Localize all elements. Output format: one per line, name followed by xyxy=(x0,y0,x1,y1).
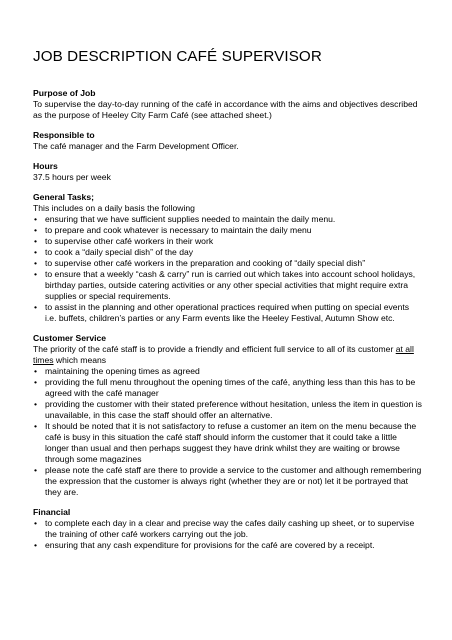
list-item: • to complete each day in a clear and precise way the cafes daily cashing up sheet, or to supervise the training of other café workers carrying out the job. xyxy=(34,518,415,539)
customer-service-heading: Customer Service xyxy=(33,333,107,343)
financial-section xyxy=(33,507,422,551)
list-item: • providing the full menu throughout the opening times of the café, anything less than this has to be agreed with the café manager xyxy=(34,377,416,398)
list-item: • ensuring that we have sufficient supplies needed to maintain the daily menu. xyxy=(34,214,336,224)
list-item: • please note the café staff are there to provide a service to the customer and although remembering the expression that the customer is always right (whether they are or not) let it be portrayed that they are. xyxy=(34,465,422,497)
list-item: • providing the customer with their stated preference without hesitation, unless the item in question is unavailable, in this case the staff should offer an alternative. xyxy=(34,399,422,420)
bullet-icon: • xyxy=(34,302,38,312)
general-tasks-list xyxy=(33,214,422,324)
responsible-heading: Responsible to xyxy=(33,130,95,140)
general-tasks-intro: This includes on a daily basis the following xyxy=(33,203,195,213)
list-item: • to cook a “daily special dish” of the day xyxy=(34,247,194,257)
bullet-icon: • xyxy=(34,421,38,431)
bullet-icon: • xyxy=(34,225,38,235)
bullet-icon: • xyxy=(34,377,38,387)
list-item: • maintaining the opening times as agreed xyxy=(34,366,200,376)
list-item: • to prepare and cook whatever is necessary to maintain the daily menu xyxy=(34,225,312,235)
purpose-text: To supervise the day-to-day running of the café in accordance with the aims and objectives described as the purpose of Heeley City Farm Café (see attached sheet.) xyxy=(33,99,418,120)
list-item: • It should be noted that it is not satisfactory to refuse a customer an item on the menu because the café is busy in this situation the café staff should inform the customer that it could take a little longer than usual and then perhaps suggest they have drink whilst they are waiting or browse through some magazines xyxy=(34,421,417,464)
bullet-icon: • xyxy=(34,269,38,279)
list-item: • to assist in the planning and other operational practices required when putting on special events i.e. buffets, children’s parties or any Farm events like the Heeley Festival, Autumn Show etc. xyxy=(34,302,410,323)
financial-list xyxy=(33,518,422,551)
bullet-icon: • xyxy=(34,214,38,224)
general-tasks-heading: General Tasks; xyxy=(33,192,94,202)
bullet-icon: • xyxy=(34,236,38,246)
list-item: • to ensure that a weekly “cash & carry” run is carried out which takes into account school holidays, birthday parties, outside catering activities or any other special activities that might require extra supplies or special requirements. xyxy=(34,269,416,301)
bullet-icon: • xyxy=(34,465,38,475)
hours-text: 37.5 hours per week xyxy=(33,172,111,182)
bullet-icon: • xyxy=(34,399,38,409)
purpose-heading: Purpose of Job xyxy=(33,88,96,98)
list-item: • to supervise other café workers in their work xyxy=(34,236,214,246)
financial-heading: Financial xyxy=(33,507,71,517)
list-item: • to supervise other café workers in the preparation and cooking of “daily special dish” xyxy=(34,258,366,268)
customer-service-intro: The priority of the café staff is to provide a friendly and efficient full service to all of its customer at all times which means xyxy=(33,344,414,365)
bullet-icon: • xyxy=(34,518,38,528)
bullet-icon: • xyxy=(34,258,38,268)
responsible-text: The café manager and the Farm Development Officer. xyxy=(33,141,239,151)
document-title: JOB DESCRIPTION CAFÉ SUPERVISOR xyxy=(33,48,322,65)
bullet-icon: • xyxy=(34,247,38,257)
responsible-section xyxy=(33,130,422,152)
bullet-icon: • xyxy=(34,366,38,376)
hours-section xyxy=(33,161,422,183)
customer-service-section xyxy=(33,333,422,498)
customer-service-list xyxy=(33,366,422,498)
list-item: • ensuring that any cash expenditure for provisions for the café are covered by a receipt. xyxy=(34,540,375,550)
hours-heading: Hours xyxy=(33,161,58,171)
underlined-emphasis: at all times xyxy=(33,344,414,365)
purpose-section xyxy=(33,88,422,121)
general-tasks-section xyxy=(33,192,422,324)
bullet-icon: • xyxy=(34,540,38,550)
